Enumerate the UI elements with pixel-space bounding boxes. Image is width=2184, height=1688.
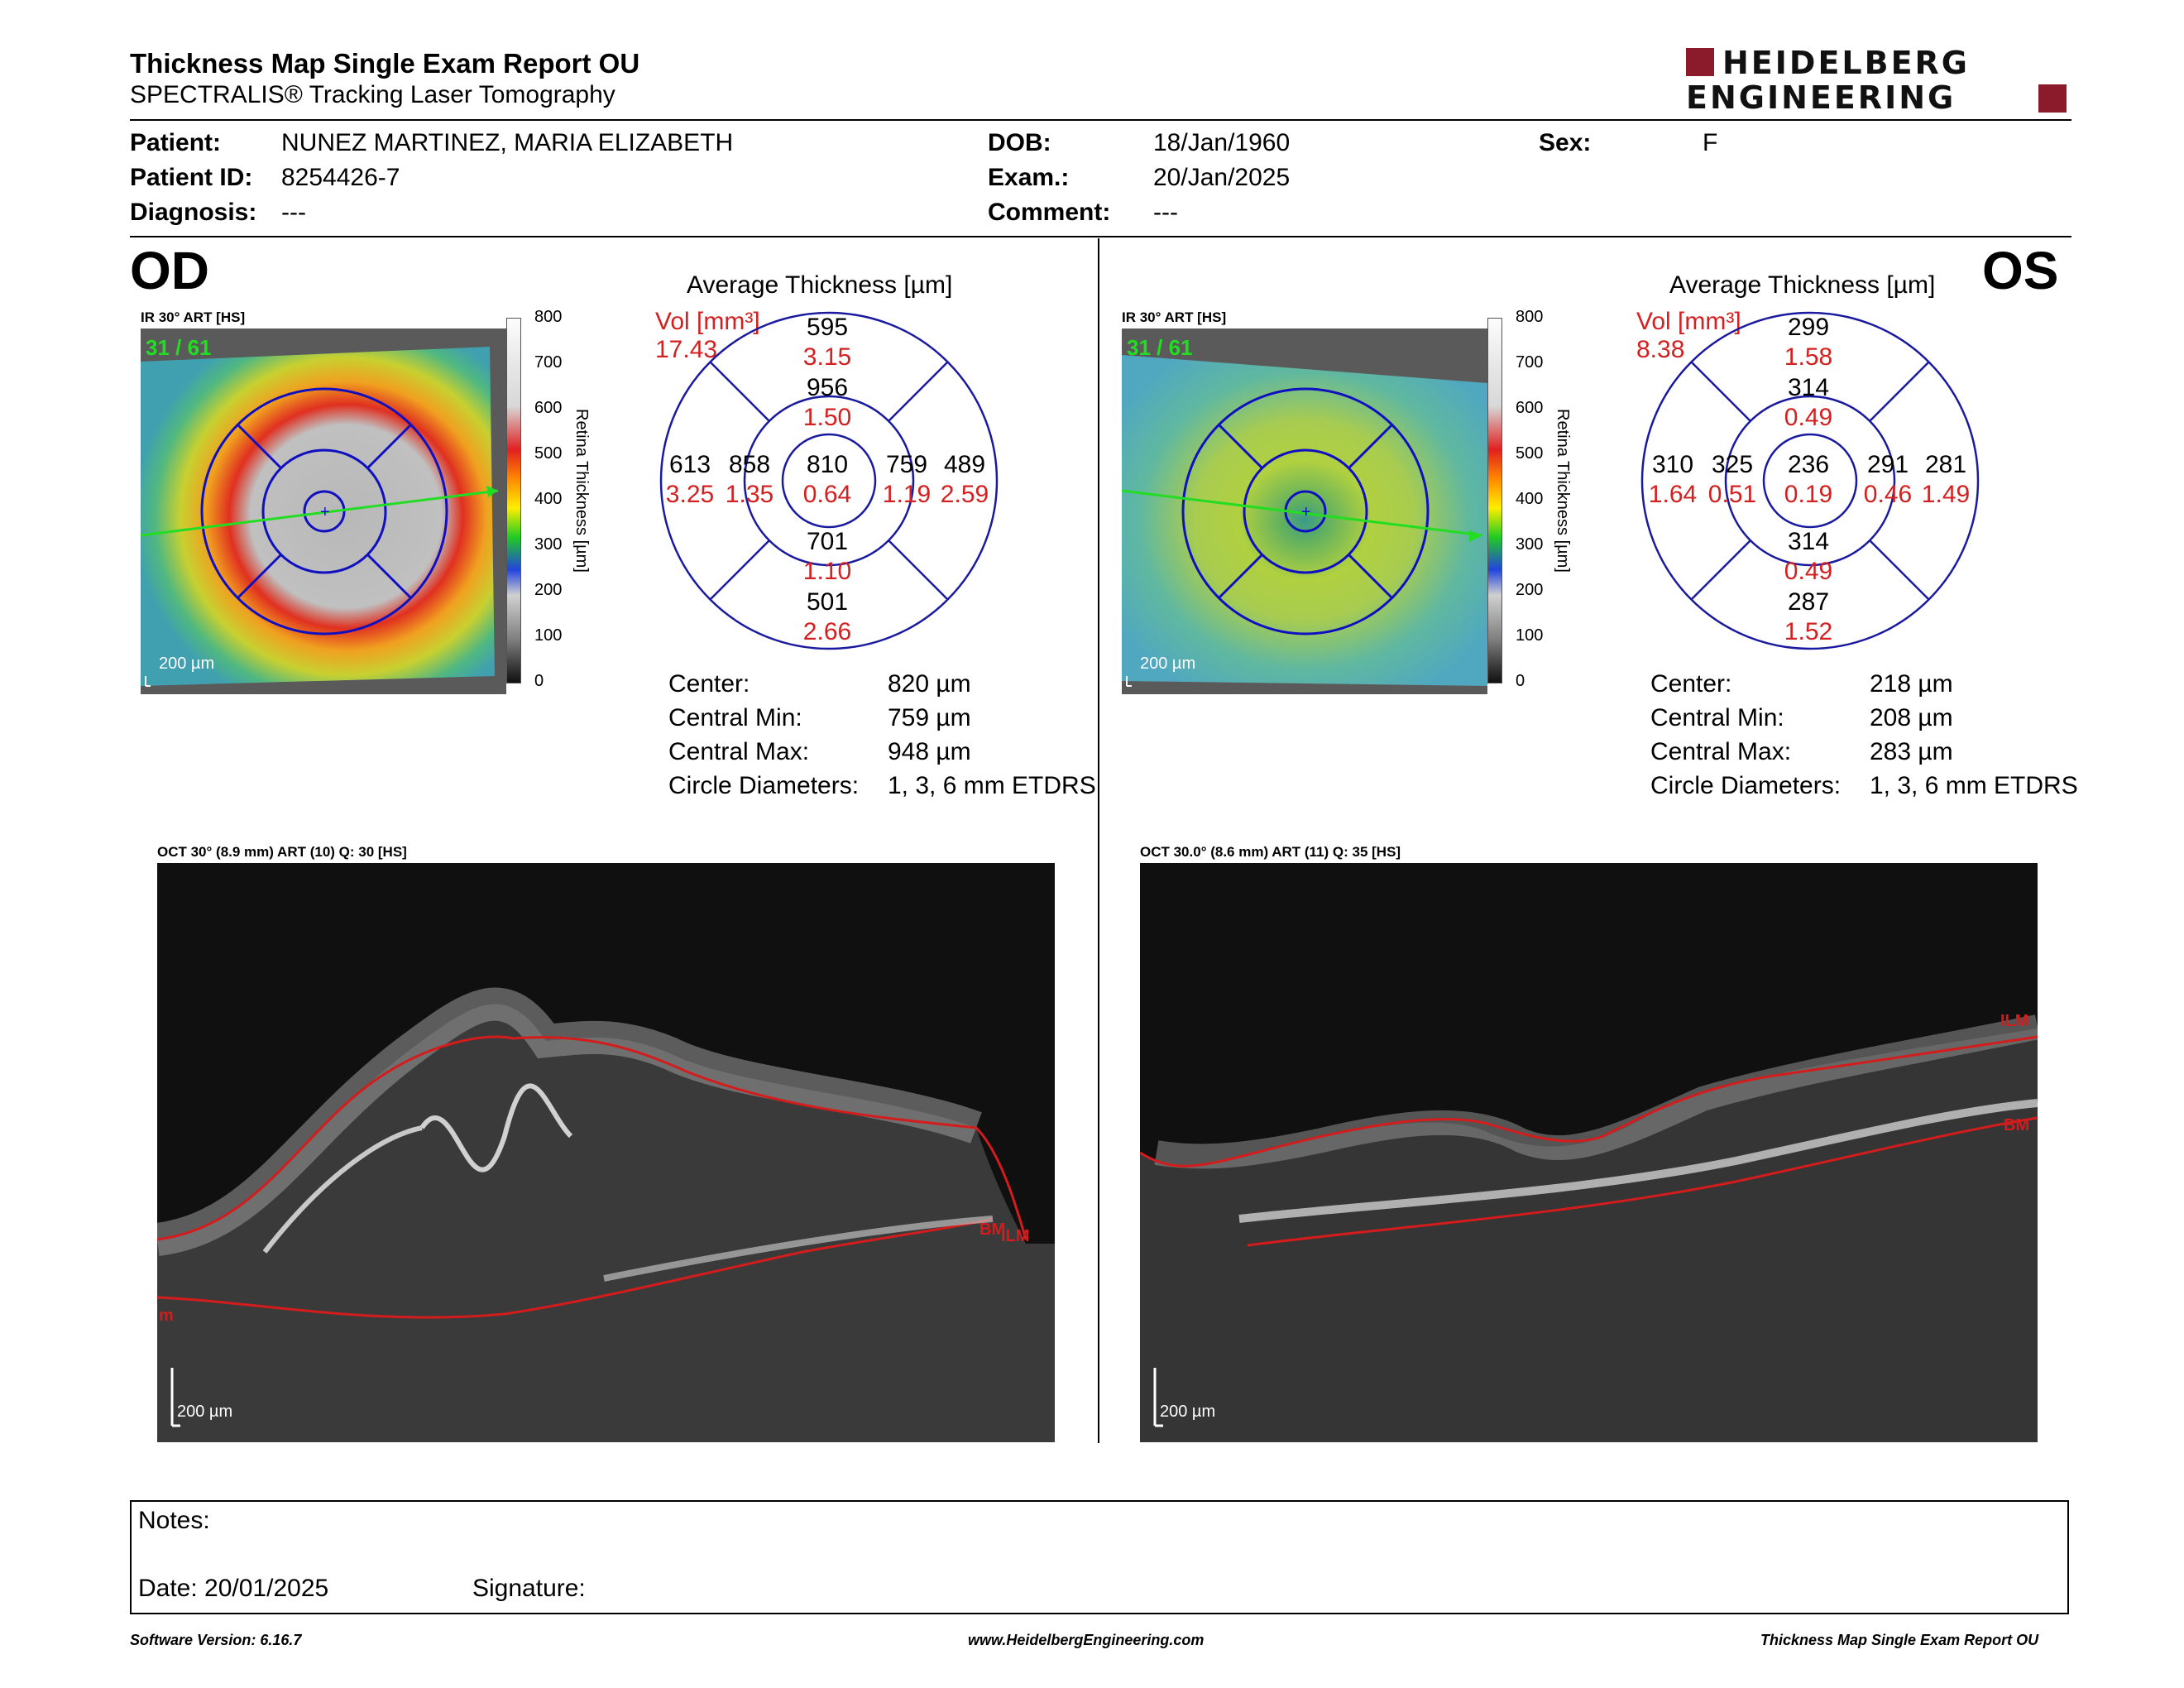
patient-label: Patient: xyxy=(130,129,222,156)
os-oct-scale: 200 µm xyxy=(1160,1403,1216,1421)
os-scale-tick: 400 xyxy=(1516,490,1544,508)
os-oct-bscan xyxy=(1140,863,2038,1442)
od-scale-tick: 400 xyxy=(534,490,563,508)
notes-date: Date: 20/01/2025 xyxy=(138,1575,329,1602)
od-inner-inferior-vol: 1.10 xyxy=(802,558,852,585)
od-central-max-label: Central Max: xyxy=(668,738,810,765)
sex-value: F xyxy=(1703,129,1718,156)
od-circle-diam-value: 1, 3, 6 mm ETDRS xyxy=(888,772,1096,799)
os-inner-inferior-vol: 0.49 xyxy=(1784,558,1833,585)
eye-divider xyxy=(1098,238,1099,1443)
od-outer-superior-vol: 3.15 xyxy=(802,343,852,371)
os-scale-tick: 600 xyxy=(1516,399,1544,417)
os-avg-title: Average Thickness [µm] xyxy=(1669,271,1936,299)
sex-label: Sex: xyxy=(1539,129,1592,156)
diagnosis-label: Diagnosis: xyxy=(130,199,257,226)
os-outer-superior-vol: 1.58 xyxy=(1784,343,1833,371)
od-center-value: 820 µm xyxy=(888,670,971,698)
od-eye-label: OD xyxy=(130,241,209,300)
os-frame-counter: 31 / 61 xyxy=(1127,335,1193,360)
os-outer-temporal: 310 xyxy=(1651,451,1694,478)
od-scale-tick: 700 xyxy=(534,353,563,372)
od-oct-scale: 200 µm xyxy=(177,1403,233,1421)
os-scale-tick: 0 xyxy=(1516,672,1525,690)
od-outer-temporal-vol: 3.25 xyxy=(665,481,715,508)
os-outer-inferior: 287 xyxy=(1787,588,1830,616)
signature-label: Signature: xyxy=(472,1575,586,1602)
od-frame-counter: 31 / 61 xyxy=(146,335,212,360)
od-scale-tick: 800 xyxy=(534,308,563,326)
os-center-vol: 0.19 xyxy=(1784,481,1833,508)
os-central-min-label: Central Min: xyxy=(1650,704,1784,731)
os-vol-total: 8.38 xyxy=(1636,336,1685,363)
notes-box[interactable] xyxy=(130,1500,2069,1614)
od-color-scale xyxy=(506,318,521,683)
od-center-label: Center: xyxy=(668,670,750,698)
od-scale-tick: 300 xyxy=(534,535,563,554)
od-outer-inferior: 501 xyxy=(806,588,849,616)
od-outer-nasal-vol: 2.59 xyxy=(940,481,989,508)
od-outer-inferior-vol: 2.66 xyxy=(802,618,852,645)
patient-divider xyxy=(130,236,2071,237)
comment-value: --- xyxy=(1153,199,1178,226)
os-scale-tick: 200 xyxy=(1516,581,1544,599)
od-scale-axis-label: Retina Thickness [µm] xyxy=(572,409,591,573)
os-inner-nasal: 291 xyxy=(1866,451,1909,478)
os-center-label: Center: xyxy=(1650,670,1732,698)
os-outer-temporal-vol: 1.64 xyxy=(1648,481,1698,508)
od-scale-tick: 500 xyxy=(534,444,563,463)
od-ir-label: IR 30° ART [HS] xyxy=(141,309,246,325)
od-outer-nasal: 489 xyxy=(943,451,986,478)
od-inner-temporal: 858 xyxy=(728,451,771,478)
od-vol-label: Vol [mm³] xyxy=(655,308,760,335)
os-scale-tick: 300 xyxy=(1516,535,1544,554)
exam-label: Exam.: xyxy=(988,164,1070,191)
logo-line2: ENGINEERING xyxy=(1686,79,1956,116)
comment-label: Comment: xyxy=(988,199,1111,226)
od-outer-superior: 595 xyxy=(806,314,849,341)
os-scale-tick: 500 xyxy=(1516,444,1544,463)
os-bm-label: BM xyxy=(2004,1116,2030,1134)
os-scale-axis-label: Retina Thickness [µm] xyxy=(1554,409,1572,573)
os-central-max-label: Central Max: xyxy=(1650,738,1792,765)
svg-text:+: + xyxy=(320,503,330,521)
od-ilm-label: ILM xyxy=(1001,1227,1030,1245)
od-circle-diam-label: Circle Diameters: xyxy=(668,772,860,799)
od-center: 810 xyxy=(806,451,849,478)
od-layer-m-label: m xyxy=(159,1307,174,1325)
os-outer-superior: 299 xyxy=(1787,314,1830,341)
footer-report-name: Thickness Map Single Exam Report OU xyxy=(1760,1632,2039,1648)
od-avg-title: Average Thickness [µm] xyxy=(687,271,953,299)
logo-line1: HEIDELBERG xyxy=(1722,45,1970,81)
company-logo xyxy=(1686,45,2067,117)
os-inner-temporal: 325 xyxy=(1711,451,1754,478)
od-inner-nasal-vol: 1.19 xyxy=(882,481,932,508)
os-central-min-value: 208 µm xyxy=(1870,704,1953,731)
os-eye-label: OS xyxy=(1982,241,2059,300)
od-scale-tick: 200 xyxy=(534,581,563,599)
os-inner-superior-vol: 0.49 xyxy=(1784,404,1833,431)
od-oct-label: OCT 30° (8.9 mm) ART (10) Q: 30 [HS] xyxy=(157,844,407,860)
header-divider xyxy=(130,119,2071,121)
report-title: Thickness Map Single Exam Report OU xyxy=(130,48,640,79)
od-inner-nasal: 759 xyxy=(885,451,928,478)
od-inner-inferior: 701 xyxy=(806,528,849,555)
os-outer-nasal: 281 xyxy=(1924,451,1967,478)
patient-id: 8254426-7 xyxy=(281,164,400,191)
os-inner-superior: 314 xyxy=(1787,374,1830,401)
od-inner-superior-vol: 1.50 xyxy=(802,404,852,431)
diagnosis-value: --- xyxy=(281,199,306,226)
od-central-max-value: 948 µm xyxy=(888,738,971,765)
os-inner-temporal-vol: 0.51 xyxy=(1707,481,1757,508)
os-inner-inferior: 314 xyxy=(1787,528,1830,555)
od-central-min-label: Central Min: xyxy=(668,704,802,731)
od-scale-tick: 100 xyxy=(534,626,563,645)
dob-label: DOB: xyxy=(988,129,1051,156)
od-thickness-map xyxy=(141,328,506,694)
od-scale-tick: 0 xyxy=(534,672,544,690)
footer-software-version: Software Version: 6.16.7 xyxy=(130,1632,302,1648)
os-ilm-label: ILM xyxy=(2000,1012,2029,1030)
od-inner-temporal-vol: 1.35 xyxy=(725,481,774,508)
report-subtitle: SPECTRALIS® Tracking Laser Tomography xyxy=(130,81,615,108)
os-circle-diam-value: 1, 3, 6 mm ETDRS xyxy=(1870,772,2078,799)
os-scale-tick: 700 xyxy=(1516,353,1544,372)
od-vol-total: 17.43 xyxy=(655,336,718,363)
os-ir-label: IR 30° ART [HS] xyxy=(1122,309,1227,325)
os-vol-label: Vol [mm³] xyxy=(1636,308,1741,335)
od-inner-superior: 956 xyxy=(806,374,849,401)
od-outer-temporal: 613 xyxy=(668,451,711,478)
os-outer-inferior-vol: 1.52 xyxy=(1784,618,1833,645)
od-map-scale: 200 µm xyxy=(159,655,215,673)
footer-website-link[interactable]: www.HeidelbergEngineering.com xyxy=(968,1632,1205,1648)
os-scale-tick: 800 xyxy=(1516,308,1544,326)
os-center: 236 xyxy=(1787,451,1830,478)
exam-date: 20/Jan/2025 xyxy=(1153,164,1291,191)
os-scale-tick: 100 xyxy=(1516,626,1544,645)
od-bm-label: BM xyxy=(979,1220,1006,1239)
od-scale-tick: 600 xyxy=(534,399,563,417)
svg-text:+: + xyxy=(1301,503,1311,521)
os-central-max-value: 283 µm xyxy=(1870,738,1953,765)
os-outer-nasal-vol: 1.49 xyxy=(1921,481,1971,508)
os-color-scale xyxy=(1487,318,1502,683)
od-oct-bscan xyxy=(157,863,1055,1442)
os-inner-nasal-vol: 0.46 xyxy=(1863,481,1913,508)
os-thickness-map xyxy=(1122,328,1487,694)
od-center-vol: 0.64 xyxy=(802,481,852,508)
os-center-value: 218 µm xyxy=(1870,670,1953,698)
dob-value: 18/Jan/1960 xyxy=(1153,129,1291,156)
os-oct-label: OCT 30.0° (8.6 mm) ART (11) Q: 35 [HS] xyxy=(1140,844,1401,860)
patient-name: NUNEZ MARTINEZ, MARIA ELIZABETH xyxy=(281,129,734,156)
notes-label: Notes: xyxy=(138,1507,210,1534)
od-central-min-value: 759 µm xyxy=(888,704,971,731)
patient-id-label: Patient ID: xyxy=(130,164,253,191)
os-map-scale: 200 µm xyxy=(1140,655,1196,673)
os-circle-diam-label: Circle Diameters: xyxy=(1650,772,1842,799)
